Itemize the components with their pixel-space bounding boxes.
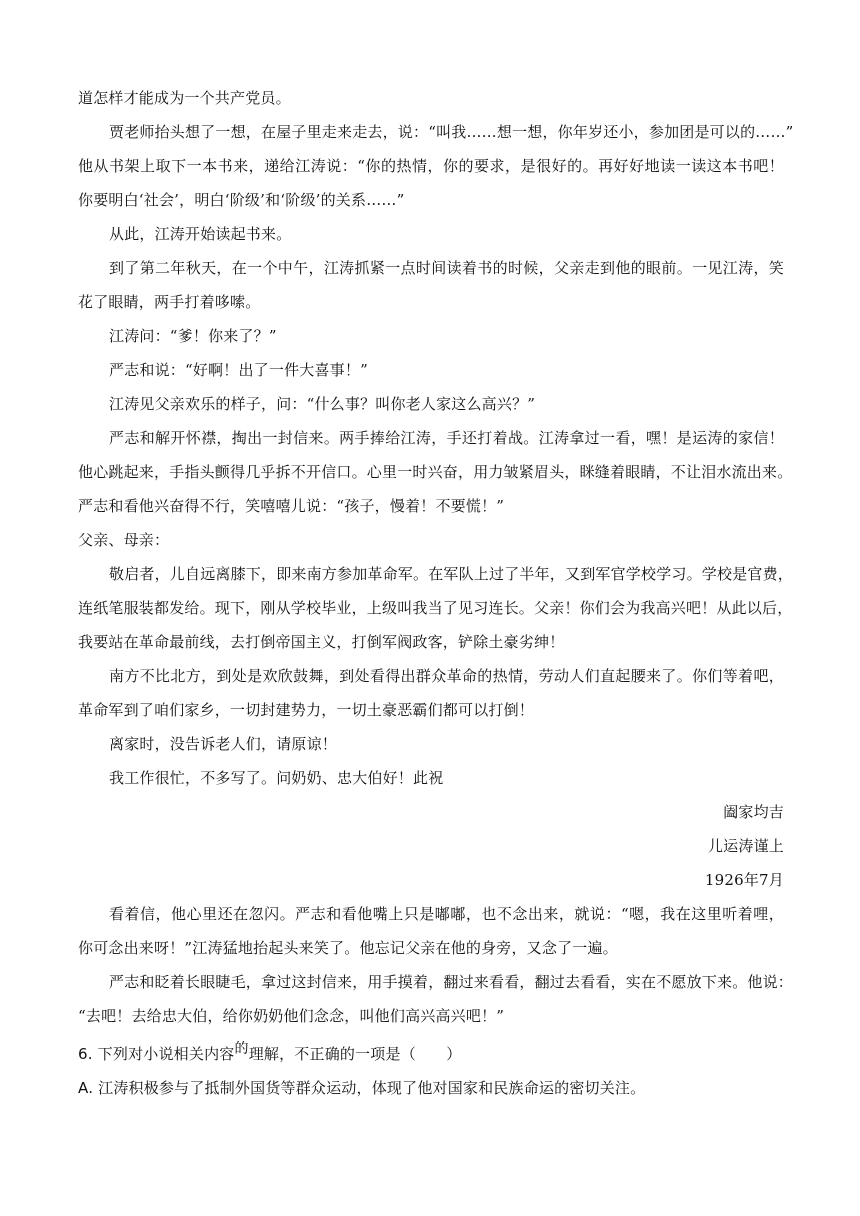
text-line: 他心跳起来，手指头颤得几乎拆不开信口。心里一时兴奋，用力皱紧眉头，眯缝着眼睛，不让泪水流出来。 — [78, 463, 793, 481]
text-line: 道怎样才能成为一个共产党员。 — [78, 89, 291, 107]
question-stem-superscript: 的 — [234, 1041, 249, 1057]
text-line: 我要站在革命最前线，去打倒帝国主义，打倒军阀政客，铲除土豪劣绅！ — [78, 633, 565, 651]
text-line: 连纸笔服装都发给。现下，刚从学校毕业，上级叫我当了见习连长。父亲！你们会为我高兴吧！从此以后， — [78, 599, 793, 617]
text-line: 江涛问：“爹！你来了？” — [109, 327, 277, 345]
question-stem-start: 6. 下列对小说相关内容 — [78, 1045, 235, 1063]
text-line: 严志和看他兴奋得不行，笑嘻嘻儿说：“孩子，慢着！不要慌！” — [78, 497, 505, 515]
text-line: 严志和说：“好啊！出了一件大喜事！” — [109, 361, 368, 379]
letter-date: 1926年7月 — [704, 871, 784, 889]
text-line: 离家时，没告诉老人们，请原谅！ — [109, 735, 338, 753]
text-line: 花了眼睛，两手打着哆嗦。 — [78, 293, 261, 311]
letter-salutation: 父亲、母亲： — [78, 531, 170, 549]
text-line: 贾老师抬头想了一想，在屋子里走来走去，说：“叫我……想一想，你年岁还小，参加团是可以的……” — [109, 123, 794, 141]
text-line: 严志和解开怀襟，掏出一封信来。两手捧给江涛，手还打着战。江涛拿过一看，嘿！是运涛的家信！ — [109, 429, 784, 447]
text-line: 我工作很忙，不多写了。问奶奶、忠大伯好！此祝 — [109, 769, 444, 787]
question-stem — [78, 1041, 784, 1065]
text-line: 从此，江涛开始读起书来。 — [109, 225, 292, 243]
text-line: 他从书架上取下一本书来，递给江涛说：“你的热情，你的要求，是很好的。再好好地读一读这本书吧！ — [78, 157, 784, 175]
text-line: 你要明白‘社会’，明白‘阶级’和‘阶级’的关系……” — [78, 191, 405, 209]
text-line: 到了第二年秋天，在一个中午，江涛抓紧一点时间读着书的时候，父亲走到他的眼前。一见江涛，笑 — [109, 259, 784, 277]
text-line: 你可念出来呀！”江涛猛地抬起头来笑了。他忘记父亲在他的身旁，又念了一遍。 — [78, 939, 618, 957]
text-line: 革命军到了咱们家乡，一切封建势力，一切土豪恶霸们都可以打倒！ — [78, 701, 535, 719]
option-a: A. 江涛积极参与了抵制外国货等群众运动，体现了他对国家和民族命运的密切关注。 — [78, 1079, 646, 1097]
text-line: 严志和眨着长眼睫毛，拿过这封信来，用手摸着，翻过来看看，翻过去看看，实在不愿放下来。他说： — [109, 973, 794, 991]
text-line: 南方不比北方，到处是欢欣鼓舞，到处看得出群众革命的热情，劳动人们直起腰来了。你们等着吧， — [109, 667, 784, 685]
text-line: 看着信，他心里还在忽闪。严志和看他嘴上只是嘟嘟，也不念出来，就说：“嗯，我在这里听着哩， — [109, 905, 784, 923]
letter-signature: 儿运涛谨上 — [707, 837, 784, 855]
text-line: 江涛见父亲欢乐的样子，问：“什么事？叫你老人家这么高兴？” — [109, 395, 536, 413]
question-stem-end: 理解，不正确的一项是（ ） — [248, 1045, 462, 1063]
letter-closing: 阖家均吉 — [723, 803, 784, 821]
text-line: 敬启者，儿自远离膝下，即来南方参加革命军。在军队上过了半年，又到军官学校学习。学校是官费， — [109, 565, 794, 583]
text-line: “去吧！去给忠大伯，给你奶奶他们念念，叫他们高兴高兴吧！” — [78, 1007, 505, 1025]
